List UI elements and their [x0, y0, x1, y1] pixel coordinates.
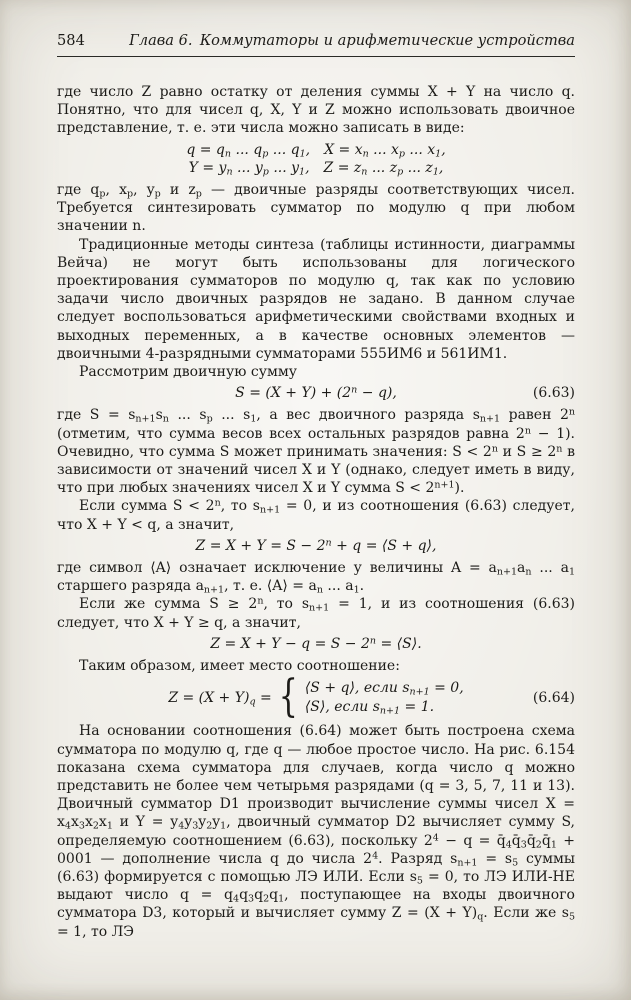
equation-z-plus-q: [57, 537, 575, 555]
paragraph-10: На основании соотношения (6.64) может быть построена схема сумматора по модулю q, где q — любое простое число. На рис. 6.154 показана схема сумматора для случаев, когда число q можно представить не более чем четырьмя разрядами (q = 3, 5, 7, 11 и 13). Двоичный сумматор D1 производит вычисление суммы чисел $X = x_4x_3x_2x_1$ и $Y = y_4y_3y_2y_1$, двоичный сумматор D2 вычисляет сумму S, определяемую соотношением (6.63), поскольку $2^4 - q$ = $q̄_4q̄_3q̄_2q̄_1 + 0001$ — дополнение числа q до числа $2^4$. Разряд $s_{n+1} = s_5$ суммы (6.63) формируется с помощью ЛЭ ИЛИ. Если $s_5 = 0$, то ЛЭ ИЛИ-НЕ выдают число $q = q_4q_3q_2q_1$, поступающее на входы двоичного сумматора D3, который и вычисляет сумму $Z = (X + Y)_q$. Если же $s_5 = 1$, то ЛЭ: [57, 723, 576, 940]
equation-6-64-cases: [305, 679, 464, 717]
paragraph-6: Если сумма $S < 2^n$, то $s_{n+1} = 0$, и из соотношения (6.63) следует, что X + Y < q, а значит,: [57, 497, 575, 533]
equation-6-64-case-1: ⟨S + q⟩, если $s_{n+1} = 0$,: [304, 680, 464, 698]
paragraph-3: Традиционные методы синтеза (таблицы истинности, диаграммы Вейча) не могут быть использованы для логического проектирования сумматоров по модулю q, так как по условию задачи число двоичных разрядов не задано. В данном случае следует воспользоваться арифметическими свойствами входных и выходных переменных, а в качестве основных элементов — двоичными 4-разрядными сумматорами 555ИМ6 и 561ИМ1.: [57, 236, 575, 362]
equation-6-64-number: (6.64): [532, 690, 575, 707]
equation-z-plus-q-formula: $Z = X + Y = S - 2^n + q$ = ⟨S + q⟩,: [195, 537, 437, 554]
paragraph-7: где символ ⟨A⟩ означает исключение у величины $A = a_{n+1}a_n$ ... $a_1$ старшего разряда $a_{n+1}$, т. е. ⟨A⟩ = $a_n$ ... $a_1$.: [57, 560, 575, 596]
paragraph-2: где $q_p$, $x_p$, $y_p$ и $z_p$ — двоичные разряды соответствующих чисел. Требуется синтезировать сумматор по модулю q при любом значении n.: [57, 182, 576, 235]
equation-6-64-lhs: $Z = (X + Y)_q$ =: [168, 690, 272, 708]
paragraph-8: Если же сумма $S \ge 2^n$, то $s_{n+1} = 1$, и из соотношения (6.63) следует, что X + Y ≥ q, а значит,: [57, 595, 575, 631]
paragraph-5: где $S = s_{n+1}s_n$ ... $s_p$ ... $s_1$, а вес двоичного разряда $s_{n+1}$ равен 2$^n$ (отметим, что сумма весов всех остальных разрядов равна $2^n - 1$). Очевидно, что сумма S может принимать значения: $S < 2^n$ и $S \ge 2^n$ в зависимости от значений чисел X и Y (однако, следует иметь в виду, что при любых значениях чисел X и Y сумма $S < 2^{n+1}$).: [57, 406, 576, 497]
page-content: [57, 0, 575, 941]
equation-6-63: [57, 384, 575, 402]
paragraph-1: где число Z равно остатку от деления суммы X + Y на число q. Понятно, что для чисел q, X, Y и Z можно использовать двоичное представление, т. е. эти числа можно записать в виде:: [57, 84, 575, 137]
body-text: [57, 83, 575, 941]
equation-definitions-line2: $Y = y_n$ ... $y_p$ ... $y_1$, $Z = z_n$ ... $z_p$ ... $z_1$,: [188, 159, 444, 178]
header-rule: [57, 56, 575, 57]
equation-definitions-line1: $q = q_n$ ... $q_p$ ... $q_1$, $X = x_n$ ... $x_p$ ... $x_1$,: [186, 141, 446, 160]
equation-z-minus-q-formula: $Z = X + Y - q = S - 2^n$ = ⟨S⟩.: [210, 635, 422, 652]
equation-6-63-number: (6.63): [532, 385, 575, 402]
chapter-title: Глава 6. Коммутаторы и арифметические устройства: [129, 32, 575, 49]
paragraph-9: Таким образом, имеет место соотношение:: [79, 658, 400, 675]
equation-6-63-formula: $S = (X + Y) + (2^n - q)$,: [235, 384, 397, 402]
equation-6-64-case-2: ⟨S⟩, если $s_{n+1} = 1$.: [304, 699, 435, 717]
equation-6-64: [57, 672, 575, 723]
equation-definitions: [57, 141, 575, 177]
running-head: [57, 0, 575, 49]
page-number: 584: [57, 32, 85, 49]
left-brace: {: [278, 672, 298, 723]
equation-z-minus-q: [57, 635, 575, 653]
paragraph-4: Рассмотрим двоичную сумму: [79, 364, 297, 381]
